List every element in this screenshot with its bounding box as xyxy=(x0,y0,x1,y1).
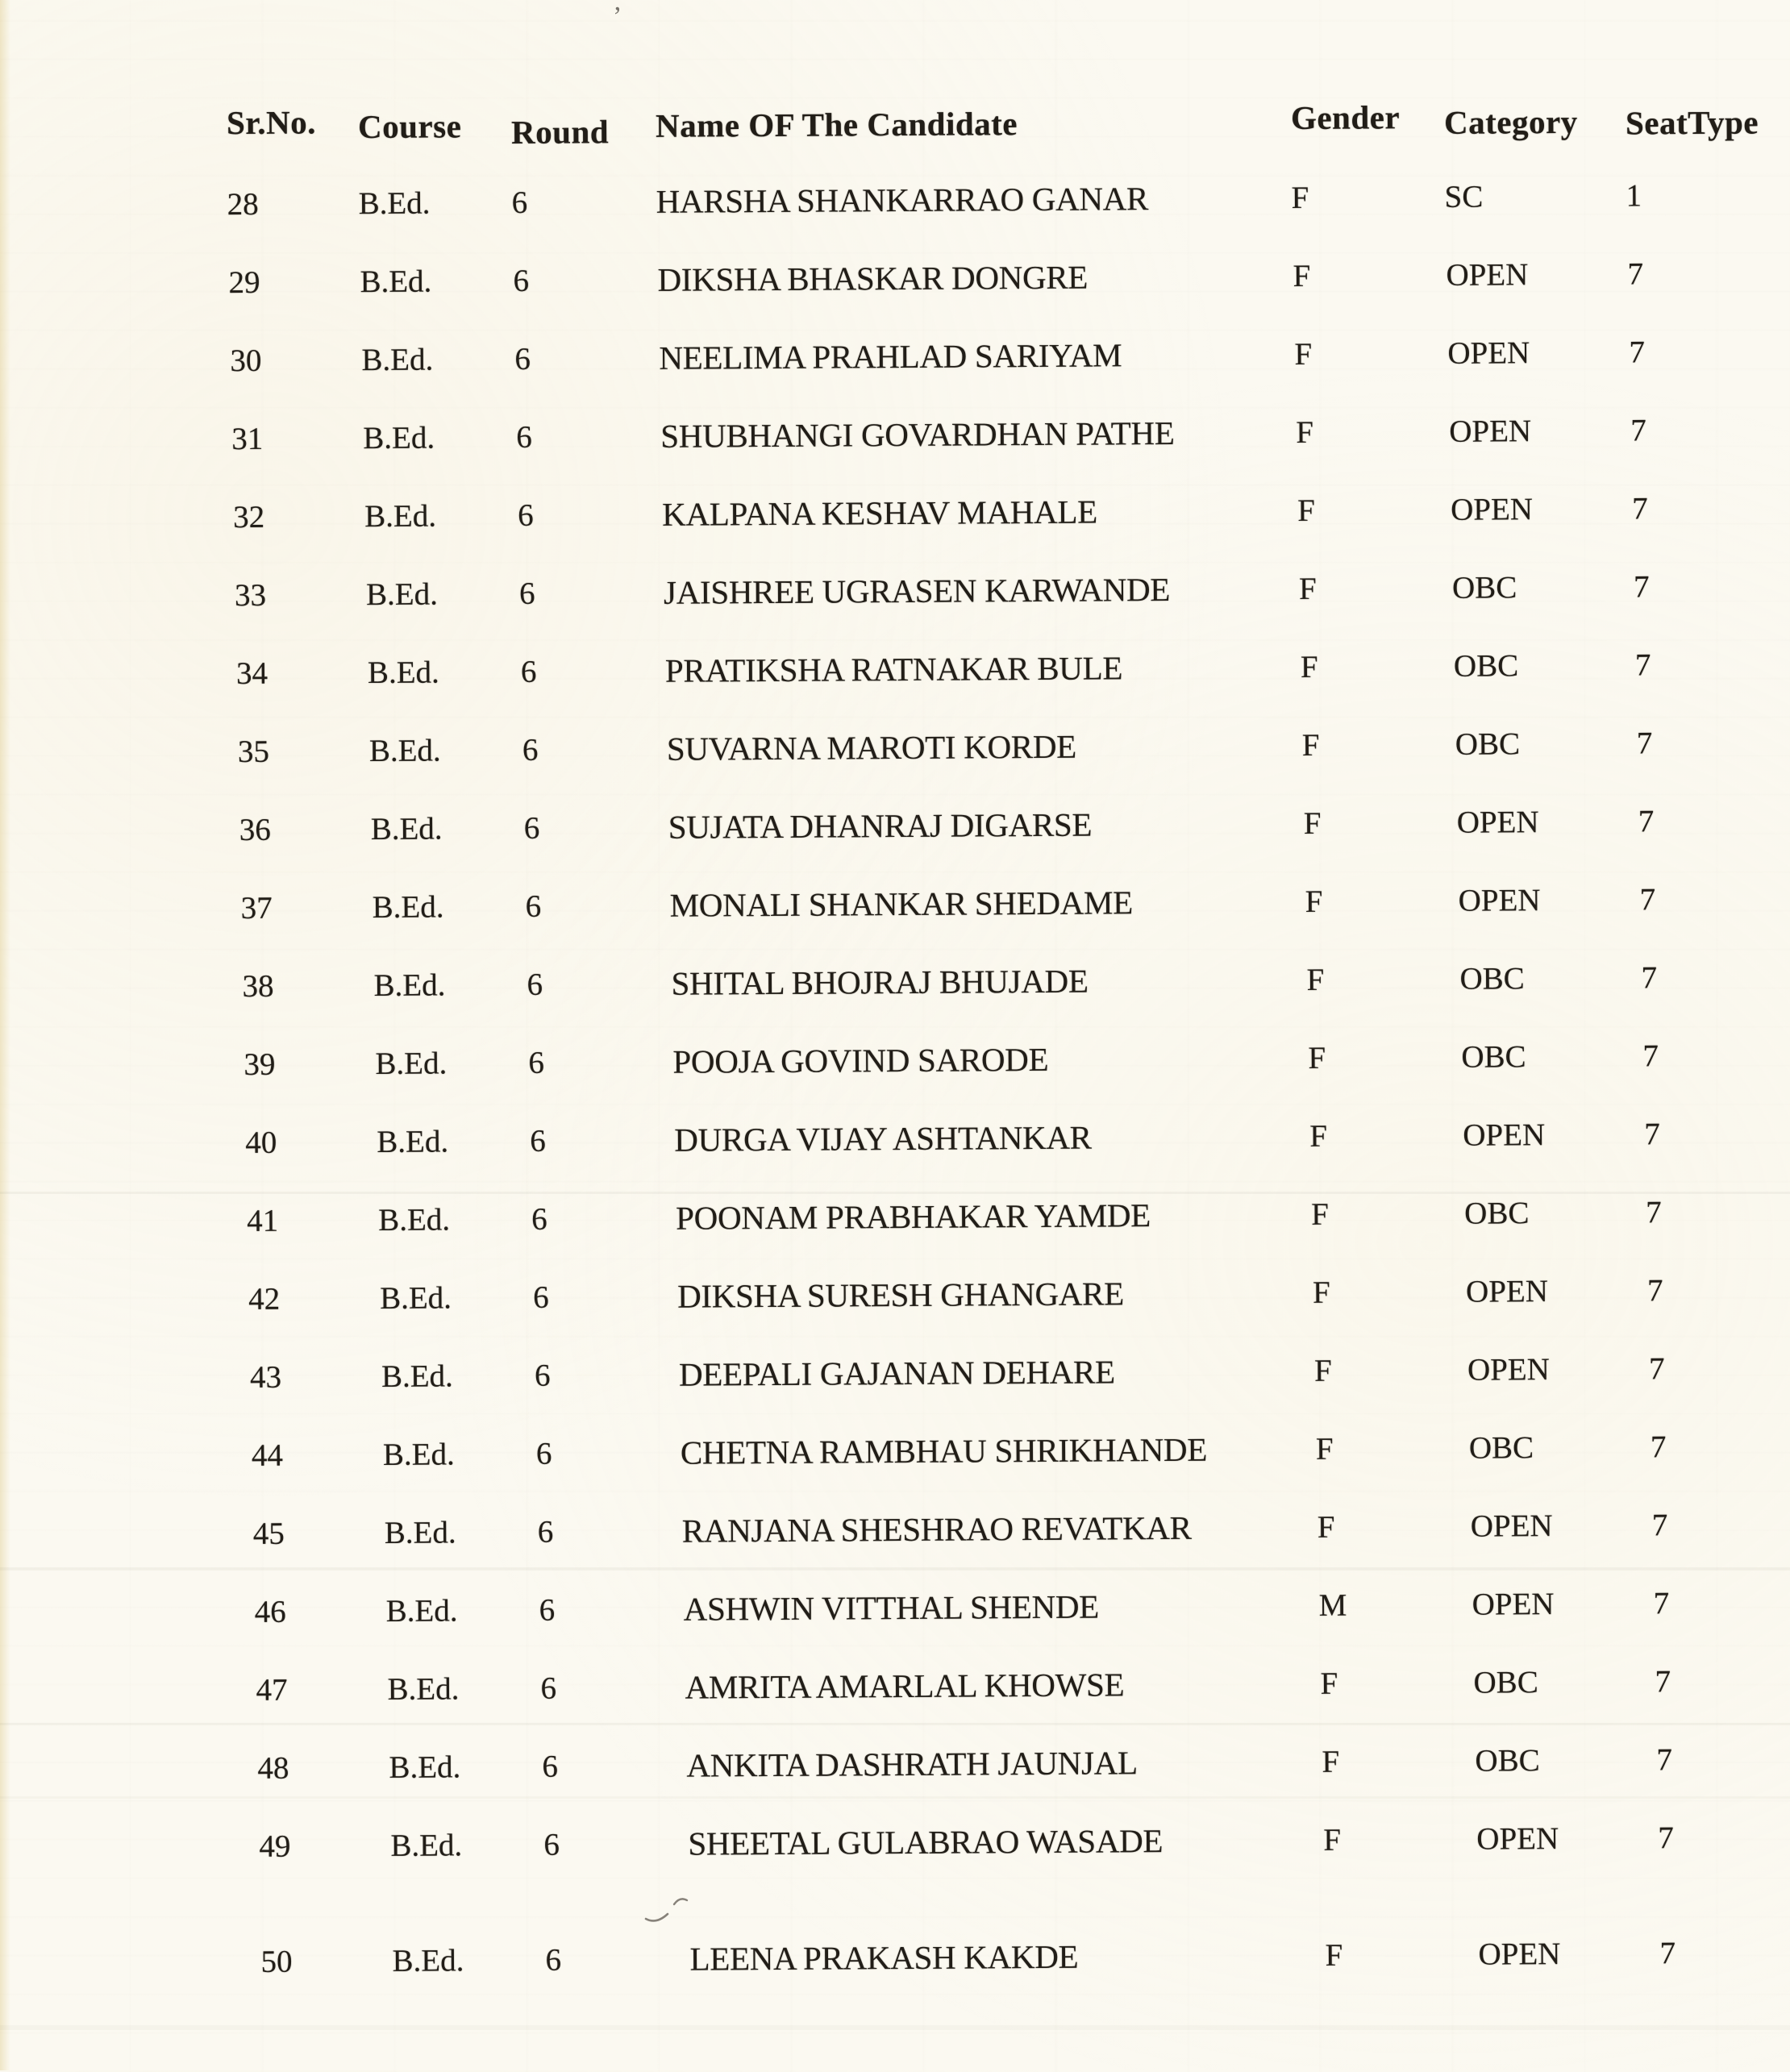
cell-name: ANKITA DASHRATH JAUNJAL xyxy=(686,1744,1138,1784)
cell-seattype: 7 xyxy=(1655,1664,1671,1700)
cell-category: OPEN xyxy=(1456,805,1539,840)
cell-category: OPEN xyxy=(1470,1508,1553,1544)
cell-category: OBC xyxy=(1451,570,1517,605)
cell-category: OBC xyxy=(1473,1665,1538,1700)
cell-round: 6 xyxy=(531,1201,547,1237)
cell-course: B.Ed. xyxy=(375,1046,448,1082)
cell-name: MONALI SHANKAR SHEDAME xyxy=(669,884,1134,924)
cell-round: 6 xyxy=(535,1436,552,1471)
cell-round: 6 xyxy=(539,1592,556,1628)
table-row xyxy=(5,390,1790,480)
cell-round: 6 xyxy=(543,1827,560,1862)
cell-gender: F xyxy=(1298,571,1317,607)
cell-round: 6 xyxy=(511,185,528,220)
cell-gender: F xyxy=(1311,1196,1330,1232)
cell-category: OBC xyxy=(1475,1743,1540,1779)
cell-category: OBC xyxy=(1455,726,1521,762)
cell-course: B.Ed. xyxy=(363,420,435,456)
table-row xyxy=(27,1563,1790,1653)
cell-gender: F xyxy=(1303,805,1322,841)
cell-name: DEEPALI GAJANAN DEHARE xyxy=(678,1353,1115,1393)
cell-name: ASHWIN VITTHAL SHENDE xyxy=(683,1587,1100,1628)
cell-round: 6 xyxy=(528,1045,545,1080)
cell-srno: 44 xyxy=(251,1438,284,1473)
cell-name: DIKSHA BHASKAR DONGRE xyxy=(657,258,1089,298)
cell-seattype: 7 xyxy=(1646,1273,1663,1309)
cell-category: OBC xyxy=(1464,1196,1530,1231)
cell-srno: 29 xyxy=(228,264,260,301)
cell-srno: 38 xyxy=(242,968,274,1005)
cell-gender: F xyxy=(1323,1822,1342,1858)
cell-srno: 48 xyxy=(257,1750,289,1786)
pen-mark xyxy=(643,1895,703,1928)
cell-category: OPEN xyxy=(1478,1937,1561,1972)
cell-gender: F xyxy=(1306,962,1325,997)
cell-category: OPEN xyxy=(1465,1274,1549,1309)
cell-seattype: 7 xyxy=(1648,1351,1665,1387)
table-row xyxy=(0,156,1790,245)
cell-gender: M xyxy=(1318,1587,1347,1623)
cell-round: 6 xyxy=(516,419,532,455)
cell-srno: 30 xyxy=(230,343,262,379)
cell-seattype: 7 xyxy=(1656,1742,1673,1778)
table-row xyxy=(17,1016,1790,1105)
cell-name: POOJA GOVIND SARODE xyxy=(672,1040,1049,1080)
table-header-row xyxy=(0,94,1790,151)
cell-name: SUJATA DHANRAJ DIGARSE xyxy=(668,805,1093,846)
cell-category: OPEN xyxy=(1447,335,1530,371)
cell-seattype: 7 xyxy=(1659,1936,1676,1971)
cell-seattype: 7 xyxy=(1653,1586,1670,1621)
cell-gender: F xyxy=(1301,727,1320,763)
cell-course: B.Ed. xyxy=(389,1750,461,1785)
cell-category: OPEN xyxy=(1451,492,1534,527)
cell-gender: F xyxy=(1293,258,1311,294)
cell-gender: F xyxy=(1308,1040,1326,1076)
cell-seattype: 7 xyxy=(1629,335,1646,370)
cell-round: 6 xyxy=(542,1749,559,1784)
cell-course: B.Ed. xyxy=(373,967,446,1004)
cell-seattype: 7 xyxy=(1641,960,1658,996)
cell-seattype: 7 xyxy=(1650,1429,1667,1465)
cell-srno: 37 xyxy=(240,890,273,926)
cell-srno: 36 xyxy=(239,812,271,848)
cell-name: DIKSHA SURESH GHANGARE xyxy=(676,1275,1125,1315)
cell-name: HARSHA SHANKARRAO GANAR xyxy=(656,180,1149,220)
table-row xyxy=(23,1329,1790,1418)
cell-seattype: 7 xyxy=(1638,804,1655,839)
cell-round: 6 xyxy=(518,576,535,611)
cell-gender: F xyxy=(1294,336,1313,372)
table-row xyxy=(12,781,1790,871)
cell-round: 6 xyxy=(523,810,540,846)
cell-seattype: 7 xyxy=(1634,647,1651,683)
table-row xyxy=(19,1094,1790,1184)
cell-course: B.Ed. xyxy=(365,576,439,613)
cell-round: 6 xyxy=(520,654,537,689)
cell-name: SHITAL BHOJRAJ BHUJADE xyxy=(671,962,1089,1002)
table-row xyxy=(3,312,1790,402)
cell-round: 6 xyxy=(537,1514,554,1550)
cell-round: 6 xyxy=(540,1670,557,1706)
cell-srno: 42 xyxy=(248,1281,281,1317)
cell-category: OPEN xyxy=(1449,414,1532,449)
column-header-seattype: SeatType xyxy=(1625,103,1759,142)
cell-course: B.Ed. xyxy=(390,1828,463,1863)
cell-gender: F xyxy=(1320,1666,1338,1701)
table-row xyxy=(34,1913,1790,2003)
cell-name: SUVARNA MAROTI KORDE xyxy=(666,727,1077,768)
cell-seattype: 7 xyxy=(1646,1195,1662,1230)
scan-speck: ’ xyxy=(613,2,622,31)
cell-course: B.Ed. xyxy=(377,1124,449,1160)
cell-seattype: 7 xyxy=(1651,1508,1668,1543)
cell-category: OPEN xyxy=(1463,1117,1546,1153)
cell-name: RANJANA SHESHRAO REVATKAR xyxy=(681,1508,1192,1550)
cell-seattype: 7 xyxy=(1627,256,1644,292)
cell-course: B.Ed. xyxy=(368,733,441,769)
cell-round: 6 xyxy=(532,1279,549,1315)
cell-name: KALPANA KESHAV MAHALE xyxy=(662,493,1098,533)
cell-category: OBC xyxy=(1461,1039,1526,1075)
cell-category: OBC xyxy=(1468,1430,1534,1466)
table-row xyxy=(15,938,1790,1027)
scan-edge-shadow xyxy=(0,0,10,2070)
cell-category: OPEN xyxy=(1458,883,1541,918)
cell-seattype: 7 xyxy=(1636,726,1653,761)
table-body xyxy=(0,156,1790,2003)
table-row xyxy=(32,1798,1790,1887)
cell-round: 6 xyxy=(514,341,531,377)
cell-category: OPEN xyxy=(1467,1352,1550,1388)
cell-course: B.Ed. xyxy=(385,1593,458,1629)
cell-seattype: 7 xyxy=(1642,1038,1659,1074)
cell-seattype: 7 xyxy=(1632,491,1648,526)
cell-category: OPEN xyxy=(1472,1587,1555,1622)
cell-name: LEENA PRAKASH KAKDE xyxy=(689,1937,1079,1978)
cell-course: B.Ed. xyxy=(360,264,432,300)
cell-name: DURGA VIJAY ASHTANKAR xyxy=(674,1118,1092,1159)
cell-name: NEELIMA PRAHLAD SARIYAM xyxy=(659,336,1122,377)
column-header-category: Category xyxy=(1443,102,1578,141)
column-header-round: Round xyxy=(510,113,610,151)
column-header-course: Course xyxy=(357,107,462,146)
cell-srno: 50 xyxy=(260,1944,293,1979)
cell-gender: F xyxy=(1317,1509,1335,1545)
cell-srno: 47 xyxy=(256,1672,288,1708)
cell-course: B.Ed. xyxy=(387,1671,460,1707)
cell-category: OPEN xyxy=(1446,257,1529,293)
cell-course: B.Ed. xyxy=(358,185,431,222)
cell-course: B.Ed. xyxy=(379,1280,452,1316)
cell-round: 6 xyxy=(513,263,530,298)
table-row xyxy=(11,703,1790,793)
column-header-srno: Sr.No. xyxy=(226,103,317,142)
cell-gender: F xyxy=(1313,1353,1332,1388)
cell-round: 6 xyxy=(534,1358,551,1393)
cell-srno: 34 xyxy=(235,655,268,692)
cell-seattype: 7 xyxy=(1644,1117,1660,1152)
cell-course: B.Ed. xyxy=(378,1202,451,1238)
cell-name: SHEETAL GULABRAO WASADE xyxy=(688,1822,1164,1862)
cell-course: B.Ed. xyxy=(372,889,444,926)
cell-course: B.Ed. xyxy=(364,498,437,535)
table-row xyxy=(10,625,1790,714)
table-row xyxy=(20,1172,1790,1262)
column-header-name: Name OF The Candidate xyxy=(655,105,1018,144)
cell-gender: F xyxy=(1305,884,1323,919)
cell-round: 6 xyxy=(518,497,534,533)
cell-category: OBC xyxy=(1453,648,1519,684)
cell-gender: F xyxy=(1309,1118,1328,1154)
table-row xyxy=(29,1641,1790,1731)
cell-gender: F xyxy=(1296,414,1314,451)
cell-srno: 43 xyxy=(249,1359,282,1395)
cell-seattype: 1 xyxy=(1626,178,1642,214)
cell-srno: 33 xyxy=(234,577,267,614)
cell-srno: 41 xyxy=(247,1203,279,1238)
cell-srno: 46 xyxy=(254,1594,286,1629)
table-row xyxy=(22,1250,1790,1340)
cell-name: JAISHREE UGRASEN KARWANDE xyxy=(663,570,1171,611)
cell-srno: 45 xyxy=(252,1516,285,1551)
cell-srno: 40 xyxy=(245,1125,277,1160)
cell-srno: 32 xyxy=(233,499,265,535)
table-row xyxy=(14,859,1790,949)
cell-name: SHUBHANGI GOVARDHAN PATHE xyxy=(660,414,1175,455)
cell-course: B.Ed. xyxy=(382,1437,455,1472)
cell-course: B.Ed. xyxy=(384,1515,456,1550)
cell-name: AMRITA AMARLAL KHOWSE xyxy=(685,1666,1125,1706)
cell-category: SC xyxy=(1444,179,1484,214)
table-row xyxy=(27,1485,1790,1575)
cell-name: POONAM PRABHAKAR YAMDE xyxy=(676,1196,1151,1237)
table-row xyxy=(6,468,1790,558)
cell-round: 6 xyxy=(545,1942,562,1978)
table-row xyxy=(31,1720,1790,1809)
cell-gender: F xyxy=(1325,1937,1343,1973)
cell-category: OBC xyxy=(1459,961,1525,996)
cell-srno: 39 xyxy=(244,1046,276,1083)
cell-gender: F xyxy=(1322,1744,1340,1779)
cell-round: 6 xyxy=(525,888,542,924)
cell-course: B.Ed. xyxy=(361,342,434,378)
cell-gender: F xyxy=(1297,493,1316,529)
cell-srno: 31 xyxy=(231,421,264,457)
column-header-gender: Gender xyxy=(1290,98,1401,137)
cell-gender: F xyxy=(1315,1431,1334,1467)
cell-course: B.Ed. xyxy=(392,1943,464,1978)
cell-seattype: 7 xyxy=(1630,413,1646,448)
table-row xyxy=(8,547,1790,636)
cell-seattype: 7 xyxy=(1633,569,1650,605)
table-row xyxy=(2,234,1790,323)
cell-srno: 28 xyxy=(227,186,259,223)
cell-srno: 35 xyxy=(237,734,270,770)
cell-name: PRATIKSHA RATNAKAR BULE xyxy=(664,649,1123,689)
cell-seattype: 7 xyxy=(1639,882,1656,917)
cell-course: B.Ed. xyxy=(381,1358,453,1394)
cell-gender: F xyxy=(1291,180,1309,216)
cell-name: CHETNA RAMBHAU SHRIKHANDE xyxy=(680,1430,1208,1471)
cell-category: OPEN xyxy=(1476,1821,1559,1857)
cell-round: 6 xyxy=(530,1123,546,1159)
cell-round: 6 xyxy=(527,967,543,1002)
cell-gender: F xyxy=(1312,1275,1330,1310)
table-row xyxy=(25,1407,1790,1496)
cell-course: B.Ed. xyxy=(370,811,443,847)
cell-gender: F xyxy=(1300,649,1318,684)
cell-course: B.Ed. xyxy=(367,655,439,691)
cell-seattype: 7 xyxy=(1658,1820,1674,1856)
cell-srno: 49 xyxy=(259,1829,291,1864)
cell-round: 6 xyxy=(522,732,539,768)
